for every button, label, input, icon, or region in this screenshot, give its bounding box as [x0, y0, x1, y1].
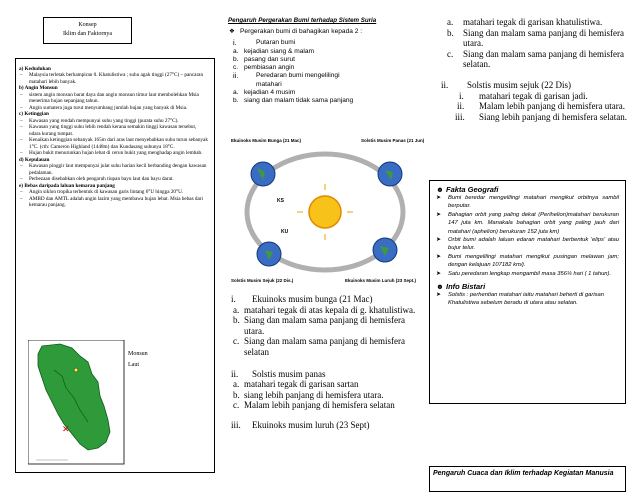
list-item: b. Siang dan malam sama panjang di hemisfera utara. [233, 315, 405, 336]
section-title: b) Angin Monsun [19, 85, 58, 92]
list-item: ➤ Bumi beredar mengelilingi matahari mengikut orbitnya sambil berputar. [436, 194, 619, 211]
label-ku: KU [281, 229, 289, 235]
list-item: c. pembiasan angin [233, 64, 295, 72]
smiley-icon: ☻ [436, 185, 444, 194]
list-item: ➤ Solstis : perhentian matahari iaitu matahari beherti di garisan Khatulistiwa sebelum beradu di utara atau selatan. [436, 291, 619, 308]
list-item: – Angin siklon tropika terbentuk di kawasan garis lintang 6°U hingga 20°U. [19, 189, 209, 196]
earth-orbit-diagram [225, 132, 425, 290]
list-item: – Kawasan yang tinggi suhu lebih rendah kerana semakin tinggi kawasan tersebut, udara kurang tumpat. [19, 124, 209, 137]
list-item: a. matahari tegak di garisan khatulistiwa. [447, 17, 603, 27]
peredaran-header: ii. Peredaran bumi mengelilingi matahari [233, 71, 340, 88]
section-title: e) Bebas daripada laluan kemarau panjang [19, 182, 115, 189]
list-item: – Kenaikan ketinggian sebanyak 165m dari aras laut menyebabkan suhu turun sebanyak 1°C. (cth: Cameron Highland (1448m) dan Kundasang suhunya 18°C. [19, 137, 209, 150]
map-legend [128, 349, 148, 371]
list-item: – Kawasan yang rendah mempunyai suhu yang tinggi (purata suhu 27°C). [19, 118, 209, 125]
middle-heading: Pengaruh Pergerakan Bumi terhadap Sistem Suria [228, 17, 377, 24]
sun [309, 196, 341, 228]
label-panas: Solstis Musim Panas (21 Jun) [361, 138, 425, 143]
numeral: ii. [233, 71, 239, 81]
section-angin-monsun [19, 85, 209, 111]
list-item: – Perbezaan disebabkan oleh pengaruh tiupan bayu laut dan bayu darat. [19, 176, 209, 183]
footer-title: Pengaruh Cuaca dan Iklim terhadap Kegiatan Manusia [433, 470, 614, 477]
list-item: – Kawasan pinggir laut mempunyai julat suhu harian kecil berbanding dengan kawasan pedalaman. [19, 163, 209, 176]
list-item: a. matahari tegak di garisan sartan [233, 379, 359, 390]
list-item: c. Siang dan malam sama panjang di hemisfera selatan. [447, 48, 624, 70]
section-bebas-kemarau [19, 183, 209, 209]
list-item: a. matahari tegak di atas kepala di g. khatulistiwa. [233, 304, 416, 315]
section-title: a) Kedudukan [19, 66, 51, 72]
section-kedudukan [19, 66, 209, 85]
list-item: b. siang lebih panjang di hemisfera utara. [233, 389, 384, 400]
putaran-header: i. Putaran bumi [233, 38, 296, 48]
section-ketinggian [19, 111, 209, 156]
section-title: c) Ketinggian [19, 111, 49, 118]
section-title: d) Kepulauan [19, 156, 50, 163]
right-top-list [429, 17, 627, 122]
list-item: – AMBD dan AMTL adalah angin lazim yang membawa hujan lebat. Msia bebas dari kemarau panjang. [19, 196, 209, 209]
list-item: a. kejadian 4 musim [233, 89, 296, 97]
fakta-title: ☻ Fakta Geografi [436, 185, 499, 194]
bunga-title: i. Ekuinoks musim bunga (21 Mac) [231, 294, 373, 304]
label-ks: KS [277, 198, 284, 204]
list-item: b. Siang dan malam sama panjang di hemisfera utara. [447, 27, 624, 49]
list-item: a. kejadian siang & malam [233, 47, 315, 55]
footer-title-box [429, 466, 626, 492]
label-luruh: Ekuinoks Musim Luruh (23 Sept.) [345, 278, 417, 283]
list-item: b. pasang dan surut [233, 55, 295, 63]
list-item: ii. Malam lebih panjang di hemisfera utara. [457, 101, 625, 112]
fakta-geografi-box [429, 180, 626, 404]
map-marker [74, 368, 78, 372]
list-item: c. Siang dan malam sama panjang di hemisfera selatan [233, 336, 405, 357]
label-sejuk: Solstis Musim Sejuk (22 Dis.) [231, 278, 294, 283]
list-item: i. matahari tegak di garisan jadi. [459, 90, 588, 101]
intro-bullet: ❖ Pergerakan bumi di bahagikan kepada 2 : [229, 28, 363, 35]
concept-subtitle: Iklim dan Faktornya [63, 30, 112, 37]
list-item: ➤ Orbit bumi adalah laluan edaran matahari berbentuk 'elips' atau bujur telur. [436, 236, 619, 253]
list-item: – sistem angin monsun barat daya dan angin monsun timur laut membolehkan Msia menerima hujan sepanjang tahun. [19, 92, 209, 105]
left-content [19, 66, 209, 209]
legend-monsun: Monsun [128, 351, 148, 357]
list-item: – Malaysia terletak berhampiran 0. Khatulistiwa ; suhu agak tinggi (27°C) – pancaran matahari lebih banyak. [19, 72, 209, 85]
sejuk-title: ii. Solstis musim sejuk (22 Dis) [441, 79, 572, 90]
luruh-title: iii. Ekuinoks musim luruh (23 Sept) [231, 419, 370, 430]
label-bunga: Ekuinoks Musim Bunga (21 Mac) [231, 138, 302, 143]
list-item: – Angin sumatera juga turut menyumbang jumlah hujan yang banyak di Msia. [19, 105, 209, 112]
season-descriptions [228, 294, 424, 431]
list-item: – Hujan bukit menurunkan hujan lebat di cerun bukit yang menghadap angin lembab. [19, 150, 209, 157]
list-item: c. Malam lebih panjang di hemisfera selatan [233, 400, 395, 411]
numeral: i. [233, 38, 237, 48]
list-item: iii. Siang lebih panjang di hemisfera selatan. [455, 111, 627, 122]
movement-list [228, 28, 424, 106]
legend-laut: Laut [128, 362, 139, 368]
list-item: ➤ Bahagian orbit yang paling dekat (Perihelion)matahari berukuran 147 juta km. Manakala bahagian orbit yang paling jauh dari matahari (aphelion) berukuran 152 juta km) [436, 211, 619, 236]
concept-box [43, 17, 132, 44]
list-item: ➤ Bumi mengelilingi matahari mengikut pusingan melawan jam; dengan kelajuan 107182 km/j. [436, 253, 619, 270]
concept-title: Konsep [78, 22, 97, 28]
smiley-icon: ☻ [436, 282, 444, 292]
list-item: b. siang dan malam tidak sama panjang [233, 97, 354, 105]
panas-title: ii. Solstis musim panas [231, 368, 326, 379]
map-cross: ✕ [62, 424, 70, 434]
bistari-title: ☻ Info Bistari [436, 282, 486, 292]
list-item: ➤ Satu peredaran lengkap mengambil masa 356¼ hari ( 1 tahun). [436, 270, 619, 278]
section-kepulauan [19, 157, 209, 183]
